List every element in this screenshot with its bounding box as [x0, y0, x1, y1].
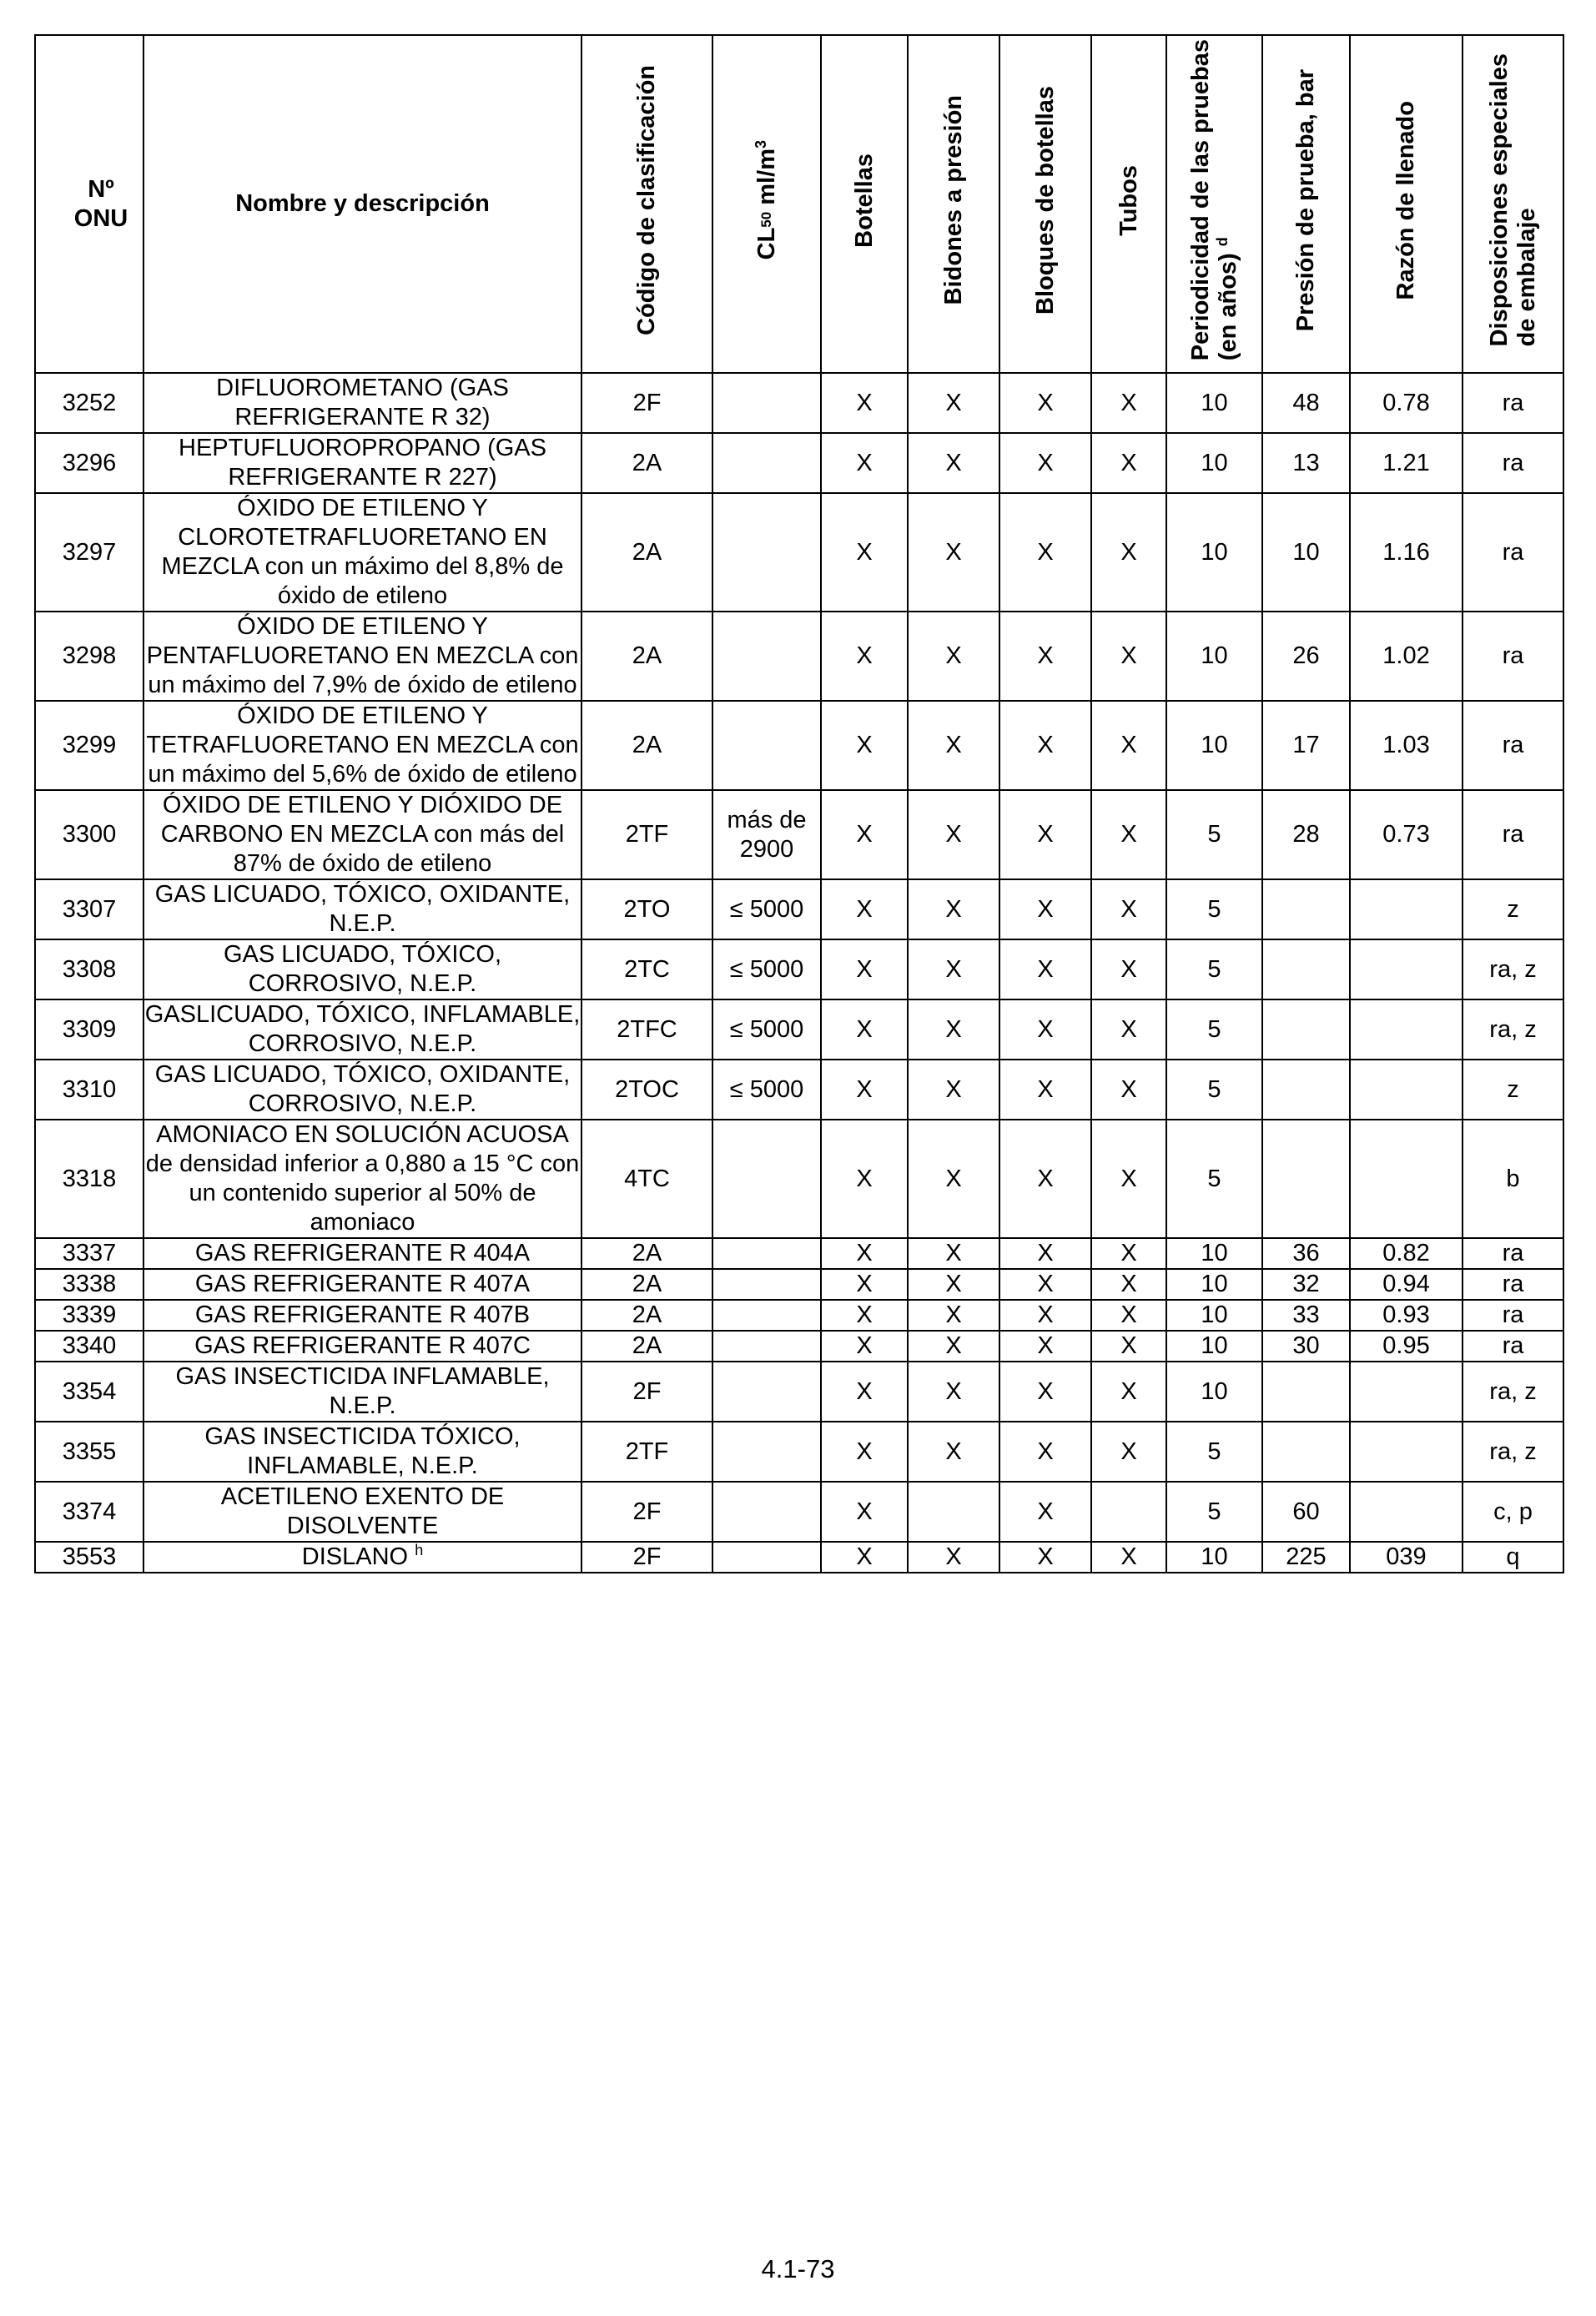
un-number-cell: 3296 — [35, 433, 143, 493]
test-period-cell: 5 — [1166, 1422, 1262, 1482]
test-pressure-cell: 13 — [1262, 433, 1350, 493]
classification-code-cell: 2A — [582, 701, 712, 790]
filling-ratio-cell: 1.03 — [1350, 701, 1463, 790]
test-period-cell: 5 — [1166, 1120, 1262, 1238]
test-period-cell: 10 — [1166, 612, 1262, 701]
table-row — [35, 1120, 1563, 1238]
bundles-cell: X — [999, 999, 1091, 1060]
tubes-cell: X — [1091, 1120, 1166, 1238]
pressure-drums-cell: X — [908, 612, 999, 701]
lc50-cell — [712, 433, 821, 493]
tubes-cell: X — [1091, 879, 1166, 939]
classification-code-cell: 2TOC — [582, 1060, 712, 1120]
test-period-cell: 10 — [1166, 1331, 1262, 1362]
table-row — [35, 1422, 1563, 1482]
classification-code-cell: 2F — [582, 1542, 712, 1573]
tubes-cell: X — [1091, 790, 1166, 879]
pressure-drums-cell — [908, 1482, 999, 1542]
test-pressure-cell: 48 — [1262, 373, 1350, 433]
pressure-drums-cell: X — [908, 1422, 999, 1482]
test-pressure-cell: 10 — [1262, 493, 1350, 612]
test-period-cell: 10 — [1166, 701, 1262, 790]
filling-ratio-cell: 0.94 — [1350, 1269, 1463, 1300]
test-pressure-cell — [1262, 1120, 1350, 1238]
special-provisions-cell: ra, z — [1463, 1422, 1563, 1482]
lc50-cell — [712, 1542, 821, 1573]
filling-ratio-cell — [1350, 1060, 1463, 1120]
header-cylinders: Botellas — [821, 35, 908, 373]
test-period-cell: 5 — [1166, 879, 1262, 939]
un-number-cell: 3252 — [35, 373, 143, 433]
filling-ratio-cell — [1350, 1120, 1463, 1238]
special-provisions-cell: ra — [1463, 493, 1563, 612]
un-number-cell: 3298 — [35, 612, 143, 701]
table-row — [35, 701, 1563, 790]
cylinders-cell: X — [821, 1269, 908, 1300]
un-number-cell: 3309 — [35, 999, 143, 1060]
cylinders-cell: X — [821, 939, 908, 999]
test-period-cell: 10 — [1166, 1300, 1262, 1331]
header-classification-code: Código de clasificación — [582, 35, 712, 373]
name-cell: ÓXIDO DE ETILENO Y DIÓXIDO DE CARBONO EN MEZCLA con más del 87% de óxido de etileno — [143, 790, 582, 879]
tubes-cell: X — [1091, 612, 1166, 701]
tubes-cell: X — [1091, 939, 1166, 999]
test-pressure-cell — [1262, 1060, 1350, 1120]
bundles-cell: X — [999, 1331, 1091, 1362]
un-number-cell: 3354 — [35, 1362, 143, 1422]
cylinders-cell: X — [821, 493, 908, 612]
header-row — [35, 35, 1563, 373]
classification-code-cell: 2A — [582, 1331, 712, 1362]
name-cell: GAS REFRIGERANTE R 407C — [143, 1331, 582, 1362]
test-period-cell: 5 — [1166, 1060, 1262, 1120]
classification-code-cell: 2A — [582, 433, 712, 493]
bundles-cell: X — [999, 1120, 1091, 1238]
tubes-cell: X — [1091, 1542, 1166, 1573]
lc50-cell — [712, 1422, 821, 1482]
filling-ratio-cell: 0.73 — [1350, 790, 1463, 879]
filling-ratio-cell — [1350, 939, 1463, 999]
classification-code-cell: 2F — [582, 1362, 712, 1422]
classification-code-cell: 2TO — [582, 879, 712, 939]
special-provisions-cell: ra, z — [1463, 1362, 1563, 1422]
lc50-cell — [712, 493, 821, 612]
pressure-drums-cell: X — [908, 1120, 999, 1238]
test-pressure-cell: 30 — [1262, 1331, 1350, 1362]
un-number-cell: 3307 — [35, 879, 143, 939]
pressure-drums-cell: X — [908, 1060, 999, 1120]
tubes-cell: X — [1091, 701, 1166, 790]
name-cell: DISLANO $^h$ — [143, 1542, 582, 1573]
name-cell: ÓXIDO DE ETILENO Y CLOROTETRAFLUORETANO EN MEZCLA con un máximo del 8,8% de óxido de etileno — [143, 493, 582, 612]
name-cell: GAS INSECTICIDA TÓXICO, INFLAMABLE, N.E.P. — [143, 1422, 582, 1482]
table-row — [35, 373, 1563, 433]
bundles-cell: X — [999, 433, 1091, 493]
table-row — [35, 1482, 1563, 1542]
packing-instruction-table — [34, 34, 1564, 1573]
table-row — [35, 493, 1563, 612]
test-pressure-cell: 32 — [1262, 1269, 1350, 1300]
test-pressure-cell: 17 — [1262, 701, 1350, 790]
header-bundles: Bloques de botellas — [999, 35, 1091, 373]
pressure-drums-cell: X — [908, 433, 999, 493]
name-cell: GAS REFRIGERANTE R 407A — [143, 1269, 582, 1300]
filling-ratio-cell: 0.78 — [1350, 373, 1463, 433]
table-row — [35, 879, 1563, 939]
name-cell: ACETILENO EXENTO DE DISOLVENTE — [143, 1482, 582, 1542]
bundles-cell: X — [999, 1482, 1091, 1542]
classification-code-cell: 2TFC — [582, 999, 712, 1060]
lc50-cell: ≤ 5000 — [712, 999, 821, 1060]
bundles-cell: X — [999, 701, 1091, 790]
classification-code-cell: 2A — [582, 1269, 712, 1300]
bundles-cell: X — [999, 790, 1091, 879]
filling-ratio-cell — [1350, 1422, 1463, 1482]
pressure-drums-cell: X — [908, 493, 999, 612]
filling-ratio-cell: 039 — [1350, 1542, 1463, 1573]
special-provisions-cell: ra — [1463, 373, 1563, 433]
table-row — [35, 1269, 1563, 1300]
cylinders-cell: X — [821, 1422, 908, 1482]
filling-ratio-cell — [1350, 1362, 1463, 1422]
bundles-cell: X — [999, 1060, 1091, 1120]
bundles-cell: X — [999, 879, 1091, 939]
bundles-cell: X — [999, 373, 1091, 433]
classification-code-cell: 2A — [582, 1238, 712, 1269]
header-test-period: Periodicidad de las pruebas (en años) $^d$ — [1166, 35, 1262, 373]
name-cell: GAS LICUADO, TÓXICO, OXIDANTE, N.E.P. — [143, 879, 582, 939]
name-cell: GAS LICUADO, TÓXICO, OXIDANTE, CORROSIVO, N.E.P. — [143, 1060, 582, 1120]
special-provisions-cell: ra, z — [1463, 939, 1563, 999]
un-number-cell: 3374 — [35, 1482, 143, 1542]
test-pressure-cell — [1262, 1422, 1350, 1482]
classification-code-cell: 2F — [582, 1482, 712, 1542]
tubes-cell — [1091, 1482, 1166, 1542]
special-provisions-cell: q — [1463, 1542, 1563, 1573]
cylinders-cell: X — [821, 1060, 908, 1120]
test-pressure-cell: 28 — [1262, 790, 1350, 879]
tubes-cell: X — [1091, 433, 1166, 493]
classification-code-cell: 2TF — [582, 790, 712, 879]
cylinders-cell: X — [821, 1362, 908, 1422]
lc50-cell: ≤ 5000 — [712, 939, 821, 999]
lc50-cell: más de 2900 — [712, 790, 821, 879]
test-period-cell: 10 — [1166, 1269, 1262, 1300]
test-pressure-cell: 33 — [1262, 1300, 1350, 1331]
cylinders-cell: X — [821, 999, 908, 1060]
special-provisions-cell: ra — [1463, 1300, 1563, 1331]
cylinders-cell: X — [821, 1120, 908, 1238]
filling-ratio-cell: 0.82 — [1350, 1238, 1463, 1269]
un-number-cell: 3318 — [35, 1120, 143, 1238]
tubes-cell: X — [1091, 493, 1166, 612]
bundles-cell: X — [999, 1362, 1091, 1422]
cylinders-cell: X — [821, 1300, 908, 1331]
table-row — [35, 1238, 1563, 1269]
pressure-drums-cell: X — [908, 939, 999, 999]
classification-code-cell: 2A — [582, 493, 712, 612]
filling-ratio-cell — [1350, 1482, 1463, 1542]
special-provisions-cell: ra — [1463, 1269, 1563, 1300]
un-number-cell: 3338 — [35, 1269, 143, 1300]
cylinders-cell: X — [821, 701, 908, 790]
pressure-drums-cell: X — [908, 373, 999, 433]
table-body — [35, 373, 1563, 1573]
un-number-cell: 3340 — [35, 1331, 143, 1362]
special-provisions-cell: ra — [1463, 433, 1563, 493]
test-period-cell: 10 — [1166, 1542, 1262, 1573]
filling-ratio-cell: 0.95 — [1350, 1331, 1463, 1362]
pressure-drums-cell: X — [908, 999, 999, 1060]
un-number-cell: 3308 — [35, 939, 143, 999]
pressure-drums-cell: X — [908, 879, 999, 939]
lc50-cell — [712, 373, 821, 433]
special-provisions-cell: z — [1463, 1060, 1563, 1120]
classification-code-cell: 2TF — [582, 1422, 712, 1482]
test-period-cell: 5 — [1166, 790, 1262, 879]
test-period-cell: 5 — [1166, 999, 1262, 1060]
un-number-cell: 3339 — [35, 1300, 143, 1331]
test-pressure-cell — [1262, 1362, 1350, 1422]
tubes-cell: X — [1091, 1238, 1166, 1269]
cylinders-cell: X — [821, 433, 908, 493]
test-pressure-cell: 26 — [1262, 612, 1350, 701]
filling-ratio-cell: 1.02 — [1350, 612, 1463, 701]
special-provisions-cell: b — [1463, 1120, 1563, 1238]
lc50-cell — [712, 1300, 821, 1331]
tubes-cell: X — [1091, 1362, 1166, 1422]
pressure-drums-cell: X — [908, 701, 999, 790]
bundles-cell: X — [999, 1422, 1091, 1482]
lc50-cell — [712, 612, 821, 701]
classification-code-cell: 2A — [582, 1300, 712, 1331]
test-period-cell: 10 — [1166, 493, 1262, 612]
cylinders-cell: X — [821, 612, 908, 701]
lc50-cell — [712, 1120, 821, 1238]
cylinders-cell: X — [821, 1331, 908, 1362]
header-special-provisions: Disposiciones especiales de embalaje — [1463, 35, 1563, 373]
filling-ratio-cell — [1350, 879, 1463, 939]
table-row — [35, 1060, 1563, 1120]
classification-code-cell: 2F — [582, 373, 712, 433]
test-pressure-cell — [1262, 879, 1350, 939]
tubes-cell: X — [1091, 1060, 1166, 1120]
name-cell: DIFLUOROMETANO (GAS REFRIGERANTE R 32) — [143, 373, 582, 433]
test-pressure-cell — [1262, 999, 1350, 1060]
table-row — [35, 790, 1563, 879]
table-row — [35, 433, 1563, 493]
pressure-drums-cell: X — [908, 1269, 999, 1300]
tubes-cell: X — [1091, 373, 1166, 433]
test-pressure-cell: 225 — [1262, 1542, 1350, 1573]
test-pressure-cell: 60 — [1262, 1482, 1350, 1542]
test-period-cell: 10 — [1166, 1238, 1262, 1269]
special-provisions-cell: c, p — [1463, 1482, 1563, 1542]
name-cell: ÓXIDO DE ETILENO Y TETRAFLUORETANO EN MEZCLA con un máximo del 5,6% de óxido de etileno — [143, 701, 582, 790]
table-row — [35, 1300, 1563, 1331]
test-period-cell: 10 — [1166, 1362, 1262, 1422]
table-row — [35, 1331, 1563, 1362]
lc50-cell — [712, 1362, 821, 1422]
test-period-cell: 10 — [1166, 373, 1262, 433]
header-lc50: CL50 $ml/m^3$ — [712, 35, 821, 373]
test-pressure-cell — [1262, 939, 1350, 999]
cylinders-cell: X — [821, 879, 908, 939]
test-period-cell: 10 — [1166, 433, 1262, 493]
pressure-drums-cell: X — [908, 1300, 999, 1331]
lc50-cell: ≤ 5000 — [712, 1060, 821, 1120]
pressure-drums-cell: X — [908, 1238, 999, 1269]
tubes-cell: X — [1091, 1422, 1166, 1482]
lc50-cell: ≤ 5000 — [712, 879, 821, 939]
un-number-cell: 3310 — [35, 1060, 143, 1120]
lc50-cell — [712, 1331, 821, 1362]
cylinders-cell: X — [821, 373, 908, 433]
un-number-cell: 3297 — [35, 493, 143, 612]
un-number-cell: 3337 — [35, 1238, 143, 1269]
header-name: Nombre y descripción — [143, 35, 582, 373]
cylinders-cell: X — [821, 1482, 908, 1542]
header-pressure-drums: Bidones a presión — [908, 35, 999, 373]
header-un-number: Nº ONU — [35, 35, 143, 373]
un-number-cell: 3299 — [35, 701, 143, 790]
table-row — [35, 939, 1563, 999]
table-row — [35, 1542, 1563, 1573]
cylinders-cell: X — [821, 790, 908, 879]
name-cell: HEPTUFLUOROPROPANO (GAS REFRIGERANTE R 227) — [143, 433, 582, 493]
bundles-cell: X — [999, 493, 1091, 612]
un-number-cell: 3355 — [35, 1422, 143, 1482]
table-row — [35, 1362, 1563, 1422]
pressure-drums-cell: X — [908, 1362, 999, 1422]
filling-ratio-cell — [1350, 999, 1463, 1060]
table-row — [35, 999, 1563, 1060]
filling-ratio-cell: 1.16 — [1350, 493, 1463, 612]
un-number-cell: 3553 — [35, 1542, 143, 1573]
table-row — [35, 612, 1563, 701]
lc50-cell — [712, 1269, 821, 1300]
lc50-cell — [712, 1482, 821, 1542]
filling-ratio-cell: 1.21 — [1350, 433, 1463, 493]
special-provisions-cell: ra — [1463, 790, 1563, 879]
lc50-cell — [712, 1238, 821, 1269]
bundles-cell: X — [999, 1542, 1091, 1573]
special-provisions-cell: ra — [1463, 1238, 1563, 1269]
pressure-drums-cell: X — [908, 1331, 999, 1362]
cylinders-cell: X — [821, 1238, 908, 1269]
special-provisions-cell: z — [1463, 879, 1563, 939]
name-cell: GAS INSECTICIDA INFLAMABLE, N.E.P. — [143, 1362, 582, 1422]
classification-code-cell: 2TC — [582, 939, 712, 999]
bundles-cell: X — [999, 1238, 1091, 1269]
header-filling-ratio: Razón de llenado — [1350, 35, 1463, 373]
un-number-cell: 3300 — [35, 790, 143, 879]
filling-ratio-cell: 0.93 — [1350, 1300, 1463, 1331]
name-cell: AMONIACO EN SOLUCIÓN ACUOSA de densidad inferior a 0,880 a 15 °C con un contenido superior al 50% de amoniaco — [143, 1120, 582, 1238]
test-period-cell: 5 — [1166, 1482, 1262, 1542]
special-provisions-cell: ra — [1463, 701, 1563, 790]
name-cell: ÓXIDO DE ETILENO Y PENTAFLUORETANO EN MEZCLA con un máximo del 7,9% de óxido de etileno — [143, 612, 582, 701]
special-provisions-cell: ra — [1463, 612, 1563, 701]
special-provisions-cell: ra — [1463, 1331, 1563, 1362]
pressure-drums-cell: X — [908, 790, 999, 879]
bundles-cell: X — [999, 939, 1091, 999]
tubes-cell: X — [1091, 1331, 1166, 1362]
special-provisions-cell: ra, z — [1463, 999, 1563, 1060]
cylinders-cell: X — [821, 1542, 908, 1573]
name-cell: GAS REFRIGERANTE R 407B — [143, 1300, 582, 1331]
test-pressure-cell: 36 — [1262, 1238, 1350, 1269]
bundles-cell: X — [999, 612, 1091, 701]
tubes-cell: X — [1091, 999, 1166, 1060]
bundles-cell: X — [999, 1269, 1091, 1300]
bundles-cell: X — [999, 1300, 1091, 1331]
name-cell: GAS LICUADO, TÓXICO, CORROSIVO, N.E.P. — [143, 939, 582, 999]
lc50-cell — [712, 701, 821, 790]
tubes-cell: X — [1091, 1300, 1166, 1331]
tubes-cell: X — [1091, 1269, 1166, 1300]
header-test-pressure: Presión de prueba, bar — [1262, 35, 1350, 373]
pressure-drums-cell: X — [908, 1542, 999, 1573]
name-cell: GASLICUADO, TÓXICO, INFLAMABLE, CORROSIVO, N.E.P. — [143, 999, 582, 1060]
test-period-cell: 5 — [1166, 939, 1262, 999]
name-cell: GAS REFRIGERANTE R 404A — [143, 1238, 582, 1269]
classification-code-cell: 2A — [582, 612, 712, 701]
page-number: 4.1-73 — [761, 2254, 835, 2283]
header-tubes: Tubos — [1091, 35, 1166, 373]
classification-code-cell: 4TC — [582, 1120, 712, 1238]
